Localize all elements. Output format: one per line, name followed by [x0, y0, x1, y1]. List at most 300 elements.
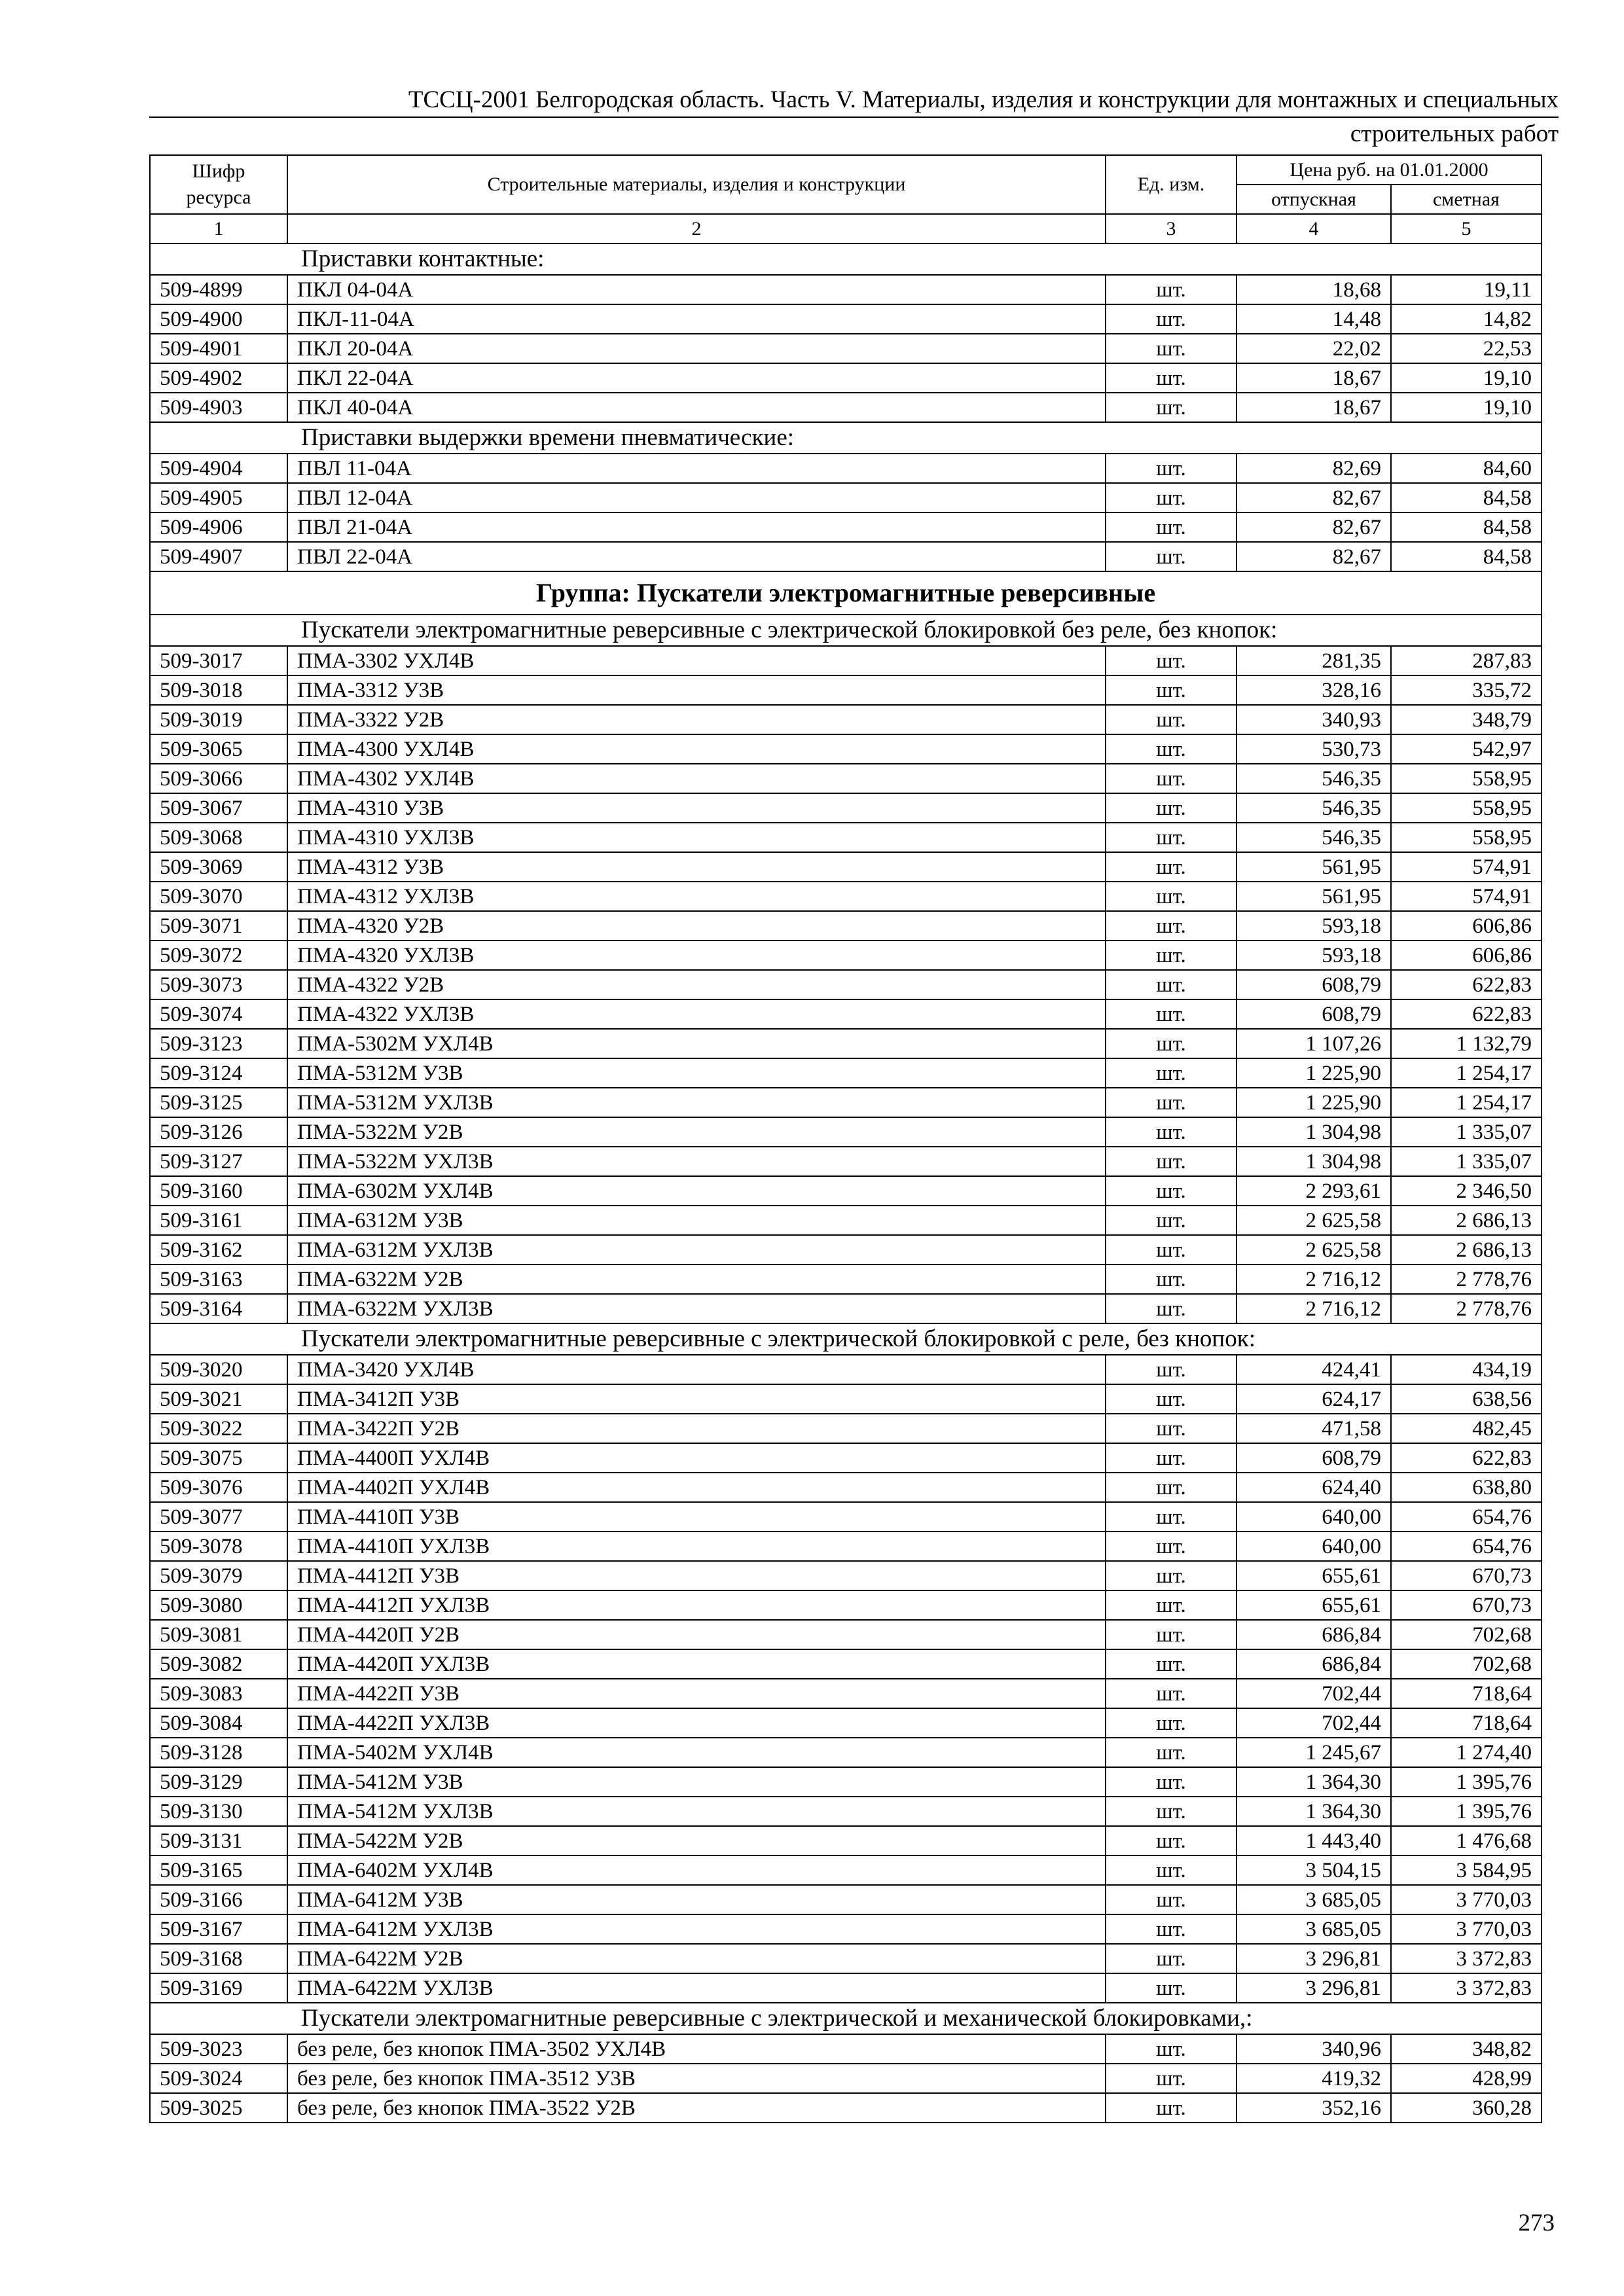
- unit-of-measure: шт.: [1106, 1767, 1236, 1797]
- estimate-price: 718,64: [1391, 1708, 1542, 1738]
- estimate-price: 3 770,03: [1391, 1914, 1542, 1944]
- unit-of-measure: шт.: [1106, 911, 1236, 941]
- unit-of-measure: шт.: [1106, 882, 1236, 911]
- table-row: [150, 646, 1542, 675]
- release-price: 1 225,90: [1236, 1088, 1391, 1117]
- material-name: ПВЛ 22-04А: [287, 542, 1106, 571]
- resource-code: 509-3023: [150, 2034, 287, 2064]
- resource-code: 509-4904: [150, 454, 287, 483]
- resource-code: 509-3169: [150, 1973, 287, 2003]
- release-price: 546,35: [1236, 764, 1391, 793]
- estimate-price: 2 778,76: [1391, 1265, 1542, 1294]
- estimate-price: 1 254,17: [1391, 1088, 1542, 1117]
- estimate-price: 482,45: [1391, 1414, 1542, 1443]
- unit-of-measure: шт.: [1106, 1443, 1236, 1473]
- table-row: [150, 793, 1542, 823]
- release-price: 2 716,12: [1236, 1265, 1391, 1294]
- release-price: 640,00: [1236, 1502, 1391, 1532]
- unit-of-measure: шт.: [1106, 1029, 1236, 1058]
- table-row: [150, 852, 1542, 882]
- estimate-price: 84,58: [1391, 483, 1542, 512]
- unit-of-measure: шт.: [1106, 705, 1236, 734]
- unit-of-measure: шт.: [1106, 970, 1236, 999]
- resource-code: 509-4902: [150, 363, 287, 393]
- material-name: без реле, без кнопок ПМА-3502 УХЛ4В: [287, 2034, 1106, 2064]
- resource-code: 509-3128: [150, 1738, 287, 1767]
- resource-code: 509-3124: [150, 1058, 287, 1088]
- section-title: Приставки выдержки времени пневматические:: [150, 422, 1542, 454]
- material-name: ПКЛ 04-04А: [287, 275, 1106, 304]
- resource-code: 509-3017: [150, 646, 287, 675]
- release-price: 608,79: [1236, 999, 1391, 1029]
- estimate-price: 702,68: [1391, 1649, 1542, 1679]
- release-price: 352,16: [1236, 2093, 1391, 2123]
- material-name: ПМА-5412М УХЛ3В: [287, 1797, 1106, 1826]
- estimate-price: 2 686,13: [1391, 1235, 1542, 1265]
- resource-code: 509-3067: [150, 793, 287, 823]
- section-title: Пускатели электромагнитные реверсивные с электрической и механической блокировками,:: [150, 2003, 1542, 2034]
- resource-code: 509-4905: [150, 483, 287, 512]
- unit-of-measure: шт.: [1106, 1206, 1236, 1235]
- resource-code: 509-3070: [150, 882, 287, 911]
- release-price: 2 716,12: [1236, 1294, 1391, 1323]
- release-price: 1 304,98: [1236, 1117, 1391, 1147]
- resource-code: 509-3081: [150, 1620, 287, 1649]
- estimate-price: 606,86: [1391, 941, 1542, 970]
- estimate-price: 574,91: [1391, 882, 1542, 911]
- material-name: ПМА-6412М УХЛ3В: [287, 1914, 1106, 1944]
- resource-code: 509-3074: [150, 999, 287, 1029]
- resource-code: 509-3084: [150, 1708, 287, 1738]
- release-price: 546,35: [1236, 793, 1391, 823]
- resource-code: 509-3071: [150, 911, 287, 941]
- material-name: ПМА-4420П У2В: [287, 1620, 1106, 1649]
- release-price: 608,79: [1236, 970, 1391, 999]
- material-name: ПМА-3312 У3В: [287, 675, 1106, 705]
- unit-of-measure: шт.: [1106, 1384, 1236, 1414]
- estimate-price: 1 476,68: [1391, 1826, 1542, 1856]
- table-row: [150, 1679, 1542, 1708]
- estimate-price: 2 346,50: [1391, 1176, 1542, 1206]
- estimate-price: 606,86: [1391, 911, 1542, 941]
- table-row: [150, 911, 1542, 941]
- release-price: 655,61: [1236, 1561, 1391, 1590]
- table-row: [150, 1973, 1542, 2003]
- material-name: ПМА-6402М УХЛ4В: [287, 1856, 1106, 1885]
- table-row: [150, 1294, 1542, 1323]
- unit-of-measure: шт.: [1106, 1826, 1236, 1856]
- release-price: 655,61: [1236, 1590, 1391, 1620]
- release-price: 608,79: [1236, 1443, 1391, 1473]
- resource-code: 509-3123: [150, 1029, 287, 1058]
- release-price: 82,69: [1236, 454, 1391, 483]
- unit-of-measure: шт.: [1106, 1797, 1236, 1826]
- resource-code: 509-3076: [150, 1473, 287, 1502]
- estimate-price: 542,97: [1391, 734, 1542, 764]
- resource-code: 509-3073: [150, 970, 287, 999]
- release-price: 702,44: [1236, 1679, 1391, 1708]
- material-name: ПМА-6312М У3В: [287, 1206, 1106, 1235]
- release-price: 424,41: [1236, 1355, 1391, 1384]
- resource-code: 509-3167: [150, 1914, 287, 1944]
- unit-of-measure: шт.: [1106, 793, 1236, 823]
- release-price: 1 245,67: [1236, 1738, 1391, 1767]
- unit-of-measure: шт.: [1106, 1561, 1236, 1590]
- section-title: Пускатели электромагнитные реверсивные с электрической блокировкой с реле, без кнопок:: [150, 1323, 1542, 1355]
- resource-code: 509-3022: [150, 1414, 287, 1443]
- header-title-line2: строительных работ: [1350, 120, 1559, 147]
- section-heading-row: [150, 1323, 1542, 1355]
- unit-of-measure: шт.: [1106, 852, 1236, 882]
- estimate-price: 84,60: [1391, 454, 1542, 483]
- unit-of-measure: шт.: [1106, 542, 1236, 571]
- release-price: 624,17: [1236, 1384, 1391, 1414]
- material-name: ПМА-4422П УХЛ3В: [287, 1708, 1106, 1738]
- material-name: ПМА-6302М УХЛ4В: [287, 1176, 1106, 1206]
- resource-code: 509-3068: [150, 823, 287, 852]
- table-row: [150, 675, 1542, 705]
- release-price: 624,40: [1236, 1473, 1391, 1502]
- group-heading-row: [150, 571, 1542, 615]
- material-name: ПКЛ 22-04А: [287, 363, 1106, 393]
- release-price: 471,58: [1236, 1414, 1391, 1443]
- estimate-price: 574,91: [1391, 852, 1542, 882]
- release-price: 561,95: [1236, 852, 1391, 882]
- material-name: ПМА-6322М У2В: [287, 1265, 1106, 1294]
- release-price: 530,73: [1236, 734, 1391, 764]
- table-row: [150, 1443, 1542, 1473]
- unit-of-measure: шт.: [1106, 1738, 1236, 1767]
- material-name: ПМА-4310 У3В: [287, 793, 1106, 823]
- estimate-price: 1 395,76: [1391, 1767, 1542, 1797]
- material-name: ПМА-4400П УХЛ4В: [287, 1443, 1106, 1473]
- material-name: ПКЛ 40-04А: [287, 393, 1106, 422]
- resource-code: 509-3160: [150, 1176, 287, 1206]
- resource-code: 509-3083: [150, 1679, 287, 1708]
- table-row: [150, 1058, 1542, 1088]
- material-name: ПМА-6422М УХЛ3В: [287, 1973, 1106, 2003]
- estimate-price: 638,80: [1391, 1473, 1542, 1502]
- material-name: ПМА-6422М У2В: [287, 1944, 1106, 1973]
- resource-code: 509-4906: [150, 512, 287, 542]
- material-name: ПМА-4312 У3В: [287, 852, 1106, 882]
- estimate-price: 1 335,07: [1391, 1147, 1542, 1176]
- page-header: [149, 84, 1559, 151]
- unit-of-measure: шт.: [1106, 1590, 1236, 1620]
- resource-code: 509-3020: [150, 1355, 287, 1384]
- unit-of-measure: шт.: [1106, 734, 1236, 764]
- table-row: [150, 1414, 1542, 1443]
- estimate-price: 638,56: [1391, 1384, 1542, 1414]
- estimate-price: 428,99: [1391, 2064, 1542, 2093]
- resource-code: 509-3164: [150, 1294, 287, 1323]
- table-row: [150, 304, 1542, 334]
- estimate-price: 434,19: [1391, 1355, 1542, 1384]
- estimate-price: 19,11: [1391, 275, 1542, 304]
- release-price: 82,67: [1236, 542, 1391, 571]
- table-row: [150, 1176, 1542, 1206]
- table-row: [150, 1885, 1542, 1914]
- table-row: [150, 970, 1542, 999]
- table-row: [150, 1532, 1542, 1561]
- release-price: 18,67: [1236, 363, 1391, 393]
- estimate-price: 84,58: [1391, 512, 1542, 542]
- release-price: 3 296,81: [1236, 1973, 1391, 2003]
- table-row: [150, 1708, 1542, 1738]
- table-row: [150, 2034, 1542, 2064]
- release-price: 3 504,15: [1236, 1856, 1391, 1885]
- unit-of-measure: шт.: [1106, 454, 1236, 483]
- estimate-price: 360,28: [1391, 2093, 1542, 2123]
- material-name: ПМА-5322М УХЛ3В: [287, 1147, 1106, 1176]
- material-name: ПМА-4412П УХЛ3В: [287, 1590, 1106, 1620]
- resource-code: 509-3021: [150, 1384, 287, 1414]
- resource-code: 509-4900: [150, 304, 287, 334]
- release-price: 3 685,05: [1236, 1914, 1391, 1944]
- resource-code: 509-3075: [150, 1443, 287, 1473]
- resource-code: 509-3163: [150, 1265, 287, 1294]
- release-price: 640,00: [1236, 1532, 1391, 1561]
- estimate-price: 1 254,17: [1391, 1058, 1542, 1088]
- unit-of-measure: шт.: [1106, 2034, 1236, 2064]
- table-row: [150, 882, 1542, 911]
- estimate-price: 3 372,83: [1391, 1973, 1542, 2003]
- unit-of-measure: шт.: [1106, 1473, 1236, 1502]
- material-name: ПМА-4410П У3В: [287, 1502, 1106, 1532]
- table-row: [150, 334, 1542, 363]
- table-row: [150, 1620, 1542, 1649]
- table-row: [150, 1914, 1542, 1944]
- table-row: [150, 1649, 1542, 1679]
- unit-of-measure: шт.: [1106, 393, 1236, 422]
- estimate-price: 3 372,83: [1391, 1944, 1542, 1973]
- section-heading-row: [150, 2003, 1542, 2034]
- unit-of-measure: шт.: [1106, 1532, 1236, 1561]
- material-name: ПМА-5402М УХЛ4В: [287, 1738, 1106, 1767]
- estimate-price: 558,95: [1391, 823, 1542, 852]
- release-price: 1 107,26: [1236, 1029, 1391, 1058]
- resource-code: 509-3080: [150, 1590, 287, 1620]
- material-name: ПМА-4402П УХЛ4В: [287, 1473, 1106, 1502]
- table-row: [150, 1944, 1542, 1973]
- material-name: ПМА-4300 УХЛ4В: [287, 734, 1106, 764]
- unit-of-measure: шт.: [1106, 1355, 1236, 1384]
- resource-code: 509-3131: [150, 1826, 287, 1856]
- resource-code: 509-3065: [150, 734, 287, 764]
- material-name: ПВЛ 12-04А: [287, 483, 1106, 512]
- material-name: ПМА-5322М У2В: [287, 1117, 1106, 1147]
- unit-of-measure: шт.: [1106, 1885, 1236, 1914]
- material-name: без реле, без кнопок ПМА-3522 У2В: [287, 2093, 1106, 2123]
- resource-code: 509-3129: [150, 1767, 287, 1797]
- material-name: ПВЛ 21-04А: [287, 512, 1106, 542]
- section-title: Приставки контактные:: [150, 243, 1542, 275]
- table-row: [150, 705, 1542, 734]
- unit-of-measure: шт.: [1106, 304, 1236, 334]
- estimate-price: 558,95: [1391, 793, 1542, 823]
- unit-of-measure: шт.: [1106, 334, 1236, 363]
- table-row: [150, 734, 1542, 764]
- resource-code: 509-3127: [150, 1147, 287, 1176]
- table-row: [150, 823, 1542, 852]
- material-name: ПВЛ 11-04А: [287, 454, 1106, 483]
- estimate-price: 702,68: [1391, 1620, 1542, 1649]
- col-number-2: 2: [287, 214, 1106, 243]
- resource-code: 509-3130: [150, 1797, 287, 1826]
- estimate-price: 670,73: [1391, 1590, 1542, 1620]
- material-name: ПКЛ 20-04А: [287, 334, 1106, 363]
- release-price: 561,95: [1236, 882, 1391, 911]
- col-number-1: 1: [150, 214, 287, 243]
- unit-of-measure: шт.: [1106, 1147, 1236, 1176]
- unit-of-measure: шт.: [1106, 1679, 1236, 1708]
- unit-of-measure: шт.: [1106, 1502, 1236, 1532]
- unit-of-measure: шт.: [1106, 1944, 1236, 1973]
- table-row: [150, 483, 1542, 512]
- material-name: ПМА-5302М УХЛ4В: [287, 1029, 1106, 1058]
- estimate-price: 1 274,40: [1391, 1738, 1542, 1767]
- group-title: Группа: Пускатели электромагнитные реверсивные: [150, 571, 1542, 615]
- unit-of-measure: шт.: [1106, 1117, 1236, 1147]
- resource-code: 509-3066: [150, 764, 287, 793]
- estimate-price: 14,82: [1391, 304, 1542, 334]
- estimate-price: 19,10: [1391, 393, 1542, 422]
- unit-of-measure: шт.: [1106, 1620, 1236, 1649]
- material-name: без реле, без кнопок ПМА-3512 У3В: [287, 2064, 1106, 2093]
- estimate-price: 2 778,76: [1391, 1294, 1542, 1323]
- material-name: ПМА-6322М УХЛ3В: [287, 1294, 1106, 1323]
- release-price: 281,35: [1236, 646, 1391, 675]
- table-row: [150, 1088, 1542, 1117]
- table-row: [150, 542, 1542, 571]
- table-row: [150, 454, 1542, 483]
- estimate-price: 3 584,95: [1391, 1856, 1542, 1885]
- resource-code: 509-3072: [150, 941, 287, 970]
- estimate-price: 718,64: [1391, 1679, 1542, 1708]
- material-name: ПМА-4320 У2В: [287, 911, 1106, 941]
- resource-code: 509-4901: [150, 334, 287, 363]
- release-price: 593,18: [1236, 911, 1391, 941]
- table-row: [150, 1590, 1542, 1620]
- estimate-price: 558,95: [1391, 764, 1542, 793]
- table-row: [150, 1561, 1542, 1590]
- release-price: 702,44: [1236, 1708, 1391, 1738]
- resource-code: 509-3125: [150, 1088, 287, 1117]
- page-number: 273: [1518, 2210, 1555, 2236]
- resource-code: 509-4899: [150, 275, 287, 304]
- material-name: ПМА-6312М УХЛ3В: [287, 1235, 1106, 1265]
- material-name: ПМА-3322 У2В: [287, 705, 1106, 734]
- table-row: [150, 941, 1542, 970]
- release-price: 419,32: [1236, 2064, 1391, 2093]
- table-row: [150, 363, 1542, 393]
- release-price: 82,67: [1236, 483, 1391, 512]
- table-row: [150, 1029, 1542, 1058]
- resource-code: 509-3019: [150, 705, 287, 734]
- estimate-price: 335,72: [1391, 675, 1542, 705]
- unit-of-measure: шт.: [1106, 1414, 1236, 1443]
- material-name: ПМА-3302 УХЛ4В: [287, 646, 1106, 675]
- unit-of-measure: шт.: [1106, 483, 1236, 512]
- estimate-price: 622,83: [1391, 970, 1542, 999]
- unit-of-measure: шт.: [1106, 2093, 1236, 2123]
- resource-code: 509-3165: [150, 1856, 287, 1885]
- col-header-unit: Ед. изм.: [1106, 155, 1236, 214]
- release-price: 3 296,81: [1236, 1944, 1391, 1973]
- unit-of-measure: шт.: [1106, 2064, 1236, 2093]
- unit-of-measure: шт.: [1106, 823, 1236, 852]
- material-name: ПМА-5312М УХЛ3В: [287, 1088, 1106, 1117]
- estimate-price: 1 335,07: [1391, 1117, 1542, 1147]
- table-row: [150, 512, 1542, 542]
- col-header-code: Шифр ресурса: [150, 155, 287, 214]
- release-price: 2 625,58: [1236, 1206, 1391, 1235]
- unit-of-measure: шт.: [1106, 764, 1236, 793]
- table-row: [150, 275, 1542, 304]
- section-heading-row: [150, 615, 1542, 646]
- material-name: ПМА-5312М У3В: [287, 1058, 1106, 1088]
- release-price: 3 685,05: [1236, 1885, 1391, 1914]
- table-row: [150, 999, 1542, 1029]
- resource-code: 509-3161: [150, 1206, 287, 1235]
- unit-of-measure: шт.: [1106, 1708, 1236, 1738]
- material-name: ПМА-4322 У2В: [287, 970, 1106, 999]
- release-price: 340,93: [1236, 705, 1391, 734]
- release-price: 686,84: [1236, 1649, 1391, 1679]
- unit-of-measure: шт.: [1106, 512, 1236, 542]
- material-name: ПМА-4302 УХЛ4В: [287, 764, 1106, 793]
- estimate-price: 22,53: [1391, 334, 1542, 363]
- table-row: [150, 1384, 1542, 1414]
- material-name: ПМА-4322 УХЛ3В: [287, 999, 1106, 1029]
- estimate-price: 348,82: [1391, 2034, 1542, 2064]
- resource-code: 509-4907: [150, 542, 287, 571]
- table-row: [150, 1502, 1542, 1532]
- resource-code: 509-4903: [150, 393, 287, 422]
- release-price: 1 364,30: [1236, 1767, 1391, 1797]
- section-heading-row: [150, 422, 1542, 454]
- material-name: ПМА-4422П У3В: [287, 1679, 1106, 1708]
- resource-code: 509-3077: [150, 1502, 287, 1532]
- release-price: 14,48: [1236, 304, 1391, 334]
- header-title-line1: ТССЦ-2001 Белгородская область. Часть V. Материалы, изделия и конструкции для монтажных и специальных: [149, 84, 1559, 118]
- resource-code: 509-3078: [150, 1532, 287, 1561]
- col-header-estimate: сметная: [1391, 185, 1542, 214]
- col-number-5: 5: [1391, 214, 1542, 243]
- unit-of-measure: шт.: [1106, 1176, 1236, 1206]
- estimate-price: 3 770,03: [1391, 1885, 1542, 1914]
- release-price: 1 304,98: [1236, 1147, 1391, 1176]
- material-name: ПМА-4312 УХЛ3В: [287, 882, 1106, 911]
- table-row: [150, 1767, 1542, 1797]
- estimate-price: 19,10: [1391, 363, 1542, 393]
- unit-of-measure: шт.: [1106, 1914, 1236, 1944]
- resource-code: 509-3168: [150, 1944, 287, 1973]
- price-table: [149, 154, 1542, 2123]
- material-name: ПМА-4412П У3В: [287, 1561, 1106, 1590]
- release-price: 18,68: [1236, 275, 1391, 304]
- resource-code: 509-3162: [150, 1235, 287, 1265]
- unit-of-measure: шт.: [1106, 941, 1236, 970]
- price-table-body: [150, 243, 1542, 2123]
- resource-code: 509-3018: [150, 675, 287, 705]
- resource-code: 509-3069: [150, 852, 287, 882]
- resource-code: 509-3025: [150, 2093, 287, 2123]
- release-price: 2 625,58: [1236, 1235, 1391, 1265]
- release-price: 2 293,61: [1236, 1176, 1391, 1206]
- table-row: [150, 1206, 1542, 1235]
- material-name: ПМА-4320 УХЛ3В: [287, 941, 1106, 970]
